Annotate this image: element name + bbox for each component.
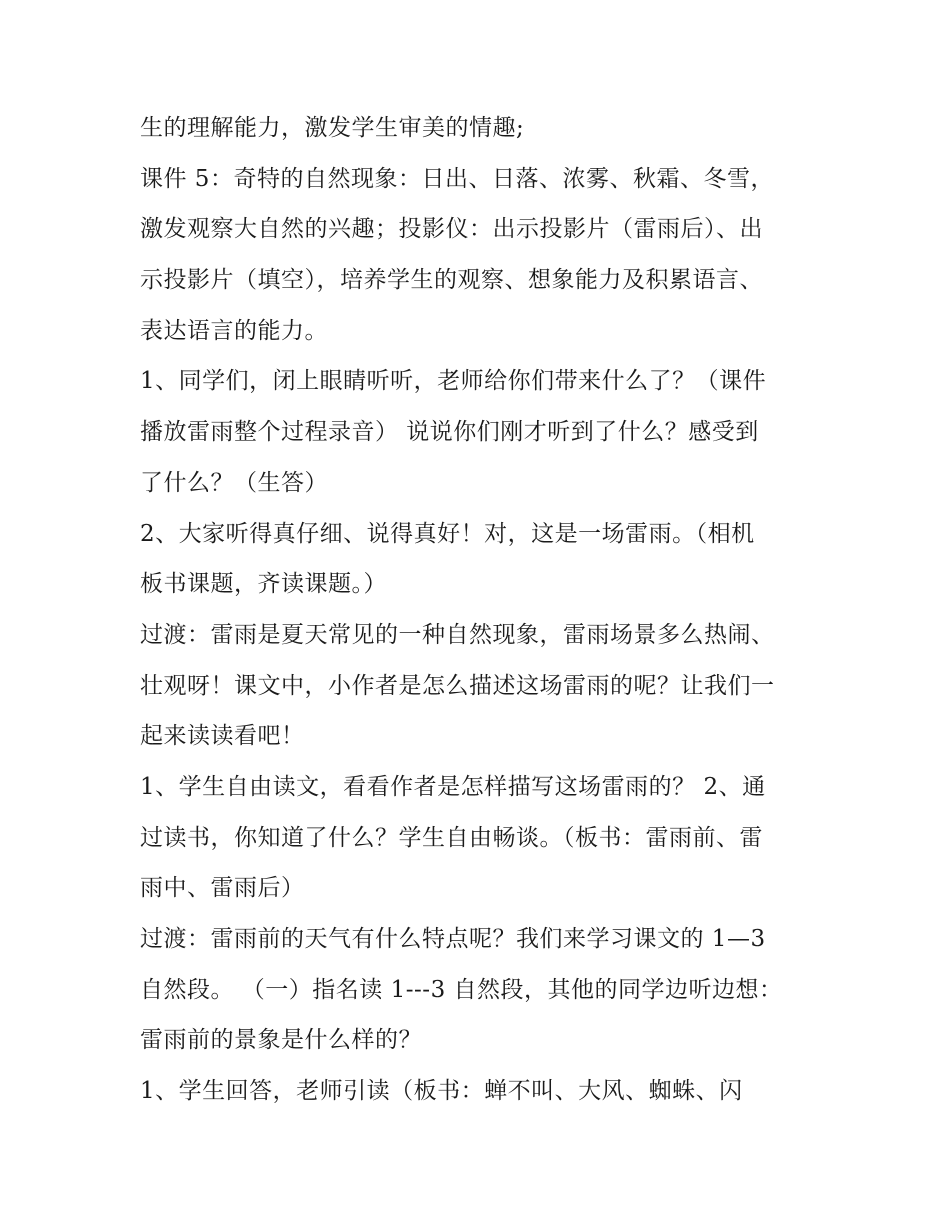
text-line: 2、大家听得真仔细、说得真好！对，这是一场雷雨。（相机 xyxy=(140,520,755,547)
text-line: 激发观察大自然的兴趣；投影仪：出示投影片（雷雨后）、出 xyxy=(140,216,763,243)
text-line: 课件 5：奇特的自然现象：日出、日落、浓雾、秋霜、冬雪， xyxy=(140,165,774,192)
text-line: 播放雷雨整个过程录音） 说说你们刚才听到了什么？感受到 xyxy=(140,419,759,446)
text-line: 表达语言的能力。 xyxy=(140,317,328,344)
text-line: 1、学生回答，老师引读（板书：蝉不叫、大风、蜘蛛、闪 xyxy=(140,1078,743,1105)
text-line: 生的理解能力，激发学生审美的情趣; xyxy=(140,115,525,141)
text-line: 过渡：雷雨前的天气有什么特点呢？我们来学习课文的 1—3 xyxy=(140,926,766,952)
text-line: 过渡：雷雨是夏天常见的一种自然现象，雷雨场景多么热闹、 xyxy=(140,621,775,648)
text-line: 壮观呀！课文中，小作者是怎么描述这场雷雨的呢？让我们一 xyxy=(140,672,775,699)
text-line: 1、学生自由读文，看看作者是怎样描写这场雷雨的？ 2、通 xyxy=(140,773,766,800)
text-line: 自然段。 （一）指名读 1---3 自然段，其他的同学边听边想： xyxy=(140,976,783,1003)
text-line: 雷雨前的景象是什么样的？ xyxy=(140,1027,422,1054)
text-line: 1、同学们，闭上眼睛听听，老师给你们带来什么了？（课件 xyxy=(140,368,767,395)
text-line: 了什么？（生答） xyxy=(140,469,328,496)
text-line: 起来读读看吧！ xyxy=(140,723,305,750)
text-line: 雨中、雷雨后） xyxy=(140,875,305,902)
body-text xyxy=(140,103,830,1117)
text-line: 示投影片（填空），培养学生的观察、想象能力及积累语言、 xyxy=(140,267,763,294)
text-line: 板书课题，齐读课题。） xyxy=(140,571,387,598)
text-line: 过读书，你知道了什么？学生自由畅谈。（板书：雷雨前、雷 xyxy=(140,824,763,851)
